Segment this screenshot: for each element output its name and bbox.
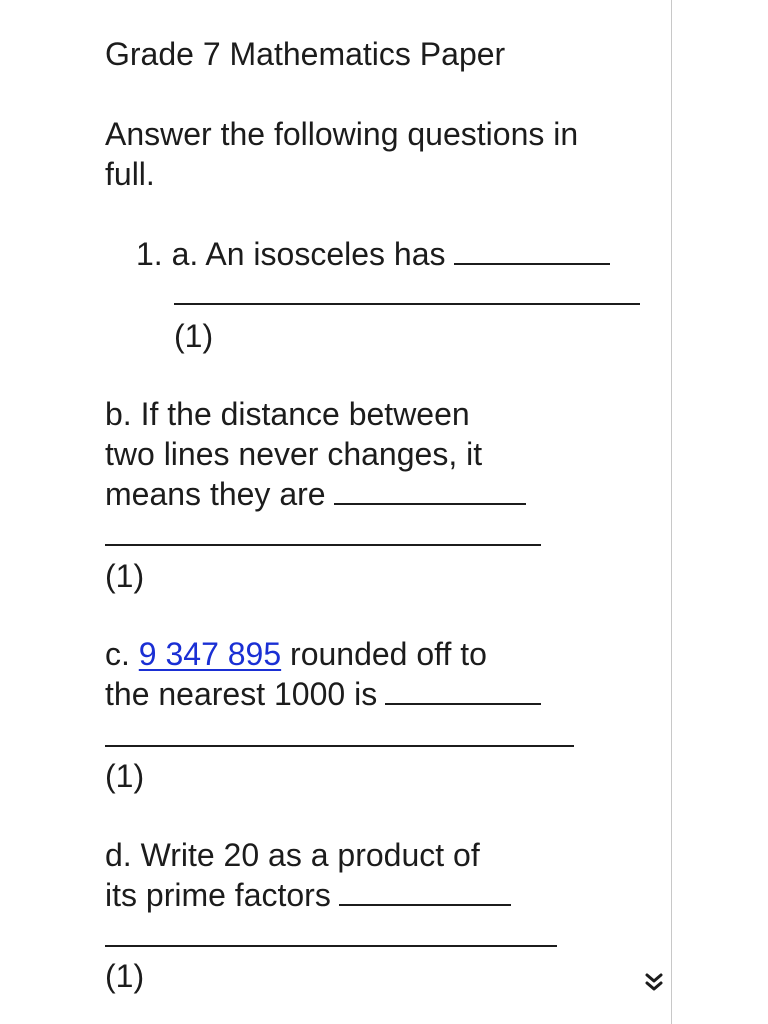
answer-blank-1a [454, 237, 610, 265]
instructions-line-2: full. [105, 156, 155, 192]
question-1b-text: means they are [105, 476, 326, 512]
question-1b-line-1: b. If the distance between [105, 396, 470, 432]
question-1a [136, 234, 610, 274]
answer-line-1d [105, 945, 557, 947]
question-1b-line-3 [105, 474, 526, 514]
answer-blank-1d [339, 878, 511, 906]
question-1a-text: 1. a. An isosceles has [136, 236, 446, 272]
question-1c-suffix: rounded off to [290, 636, 487, 672]
question-1d-line-1: d. Write 20 as a product of [105, 837, 480, 873]
question-1c-text: the nearest 1000 is [105, 676, 378, 712]
marks-1a: (1) [174, 318, 214, 354]
phone-number-link[interactable]: 9 347 895 [138, 636, 282, 672]
question-1d-text: its prime factors [105, 877, 331, 913]
marks-1b: (1) [105, 558, 145, 594]
question-1c-line-2 [105, 674, 541, 714]
question-1c-line-1 [105, 634, 487, 674]
page-edge-divider [671, 0, 672, 1024]
answer-line-1c [105, 745, 574, 747]
answer-blank-1b [334, 477, 526, 505]
question-1c-prefix: c. [105, 636, 130, 672]
answer-line-1a [174, 303, 640, 305]
page-title: Grade 7 Mathematics Paper [105, 36, 506, 72]
answer-blank-1c [385, 677, 541, 705]
answer-line-1b [105, 544, 541, 546]
marks-1d: (1) [105, 958, 145, 994]
scroll-down-button[interactable] [636, 962, 672, 1002]
question-1b-line-2: two lines never changes, it [105, 436, 483, 472]
instructions-line-1: Answer the following questions in [105, 116, 579, 152]
double-chevron-down-icon [642, 970, 666, 994]
question-1d-line-2 [105, 875, 511, 915]
marks-1c: (1) [105, 758, 145, 794]
